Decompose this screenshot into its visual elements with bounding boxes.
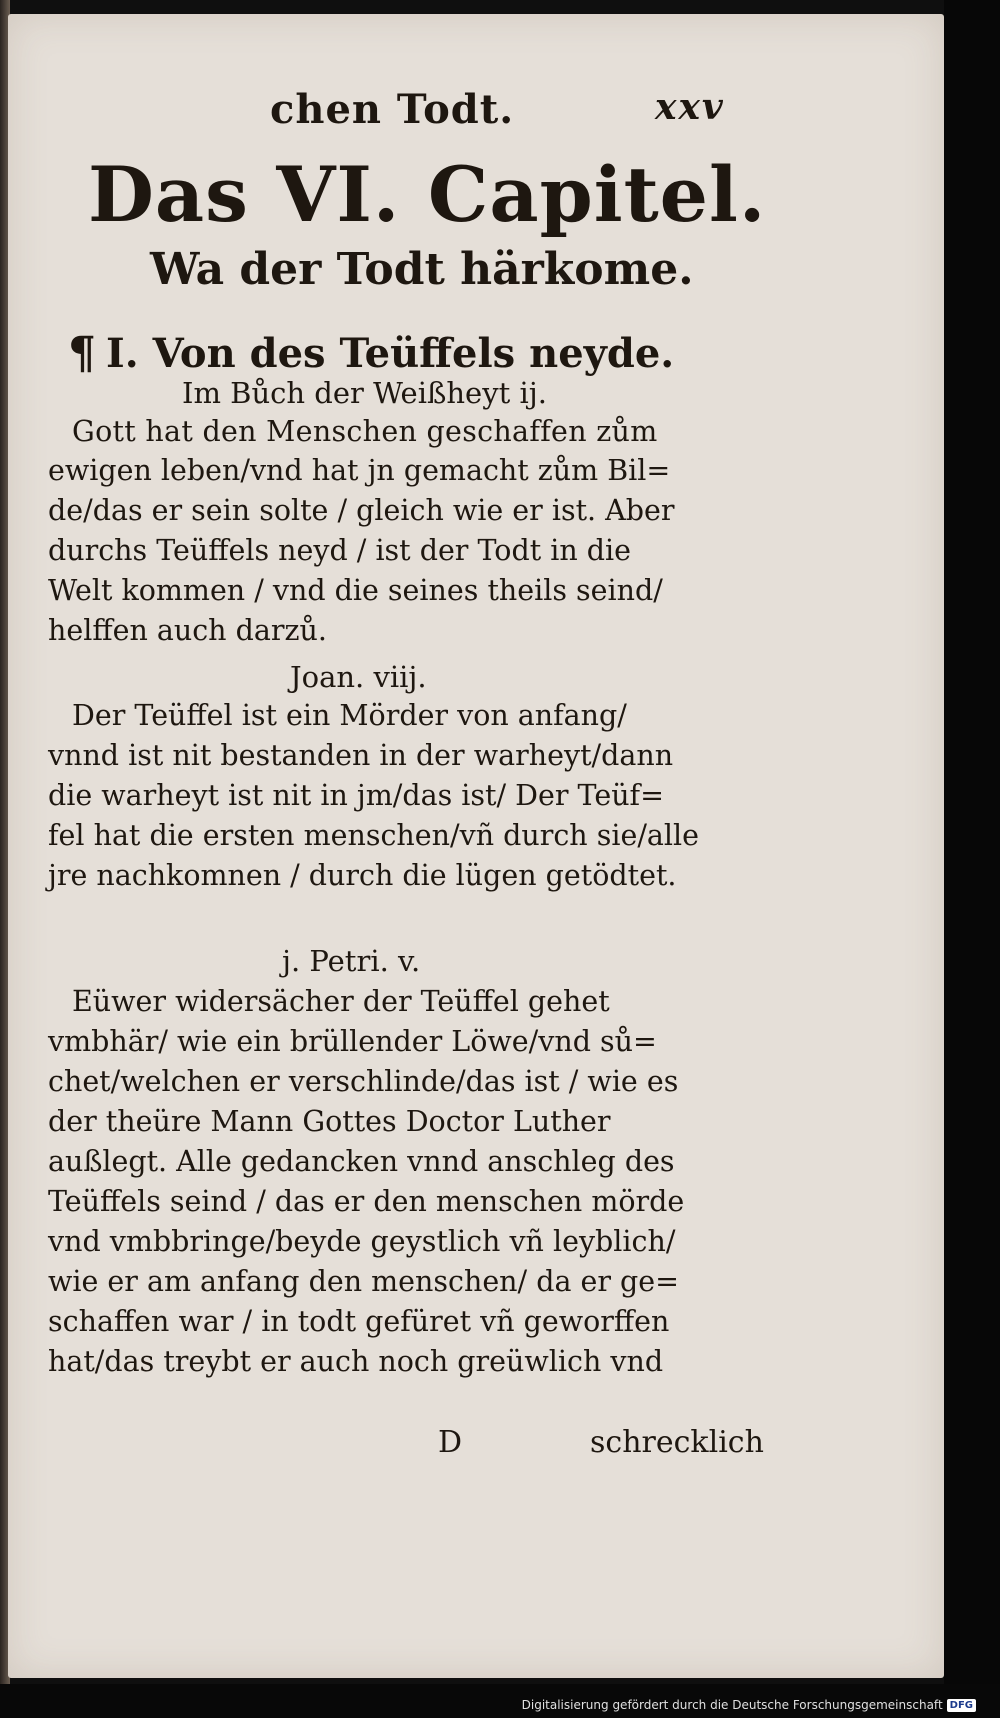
body-line: Welt kommen / vnd die seines theils seind/ xyxy=(48,574,663,607)
footer-credit-row xyxy=(522,1698,976,1712)
body-line: außlegt. Alle gedancken vnnd anschleg des xyxy=(48,1145,675,1178)
running-head: chen Todt. xyxy=(270,86,515,133)
folio-number: xxv xyxy=(655,86,725,128)
signature-mark: D xyxy=(438,1425,463,1460)
dfg-logo: DFG xyxy=(947,1699,976,1712)
body-line: hat/das treybt er auch noch greüwlich vnd xyxy=(48,1345,664,1378)
body-line: Der Teüffel ist ein Mörder von anfang/ xyxy=(72,699,627,732)
body-line: schaffen war / in todt gefüret vñ geworffen xyxy=(48,1305,670,1338)
chapter-title: Das VI. Capitel. xyxy=(88,150,767,239)
body-line: durchs Teüffels neyd / ist der Todt in die xyxy=(48,534,631,567)
scripture-reference-john: Joan. viij. xyxy=(290,660,427,694)
body-line: der theüre Mann Gottes Doctor Luther xyxy=(48,1105,611,1138)
body-line: de/das er sein solte / gleich wie er ist. Aber xyxy=(48,494,675,527)
section-heading-row xyxy=(68,328,674,379)
footer-credit: Digitalisierung gefördert durch die Deutsche Forschungsgemeinschaft xyxy=(521,1698,943,1712)
footer-bar xyxy=(0,1684,1000,1718)
body-line: wie er am anfang den menschen/ da er ge= xyxy=(48,1265,680,1298)
scripture-reference-wisdom: Im Bůch der Weißheyt ij. xyxy=(182,376,547,410)
body-line: helffen auch darzů. xyxy=(48,614,327,647)
chapter-subtitle: Wa der Todt härkome. xyxy=(150,244,694,295)
catchword: schrecklich xyxy=(590,1425,764,1460)
body-line: die warheyt ist nit in jm/das ist/ Der Teüf= xyxy=(48,779,664,812)
body-line: Eüwer widersächer der Teüffel gehet xyxy=(72,985,610,1018)
body-line: Gott hat den Menschen geschaffen zům xyxy=(72,415,658,448)
scan-background-right xyxy=(944,0,1000,1718)
body-line: Teüffels seind / das er den menschen mörde xyxy=(48,1185,685,1218)
body-line: vmbhär/ wie ein brüllender Löwe/vnd sů= xyxy=(48,1025,657,1058)
scripture-reference-peter: j. Petri. v. xyxy=(282,944,421,978)
body-line: ewigen leben/vnd hat jn gemacht zům Bil= xyxy=(48,454,671,487)
body-line: vnnd ist nit bestanden in der warheyt/dann xyxy=(48,739,674,772)
section-heading: I. Von des Teüffels neyde. xyxy=(106,330,675,377)
body-line: jre nachkomnen / durch die lügen getödtet. xyxy=(48,859,677,892)
body-line: fel hat die ersten menschen/vñ durch sie/alle xyxy=(48,819,700,852)
body-line: vnd vmbbringe/beyde geystlich vñ leyblich/ xyxy=(48,1225,676,1258)
body-line: chet/welchen er verschlinde/das ist / wie es xyxy=(48,1065,679,1098)
pilcrow-icon: ¶ xyxy=(68,328,96,379)
